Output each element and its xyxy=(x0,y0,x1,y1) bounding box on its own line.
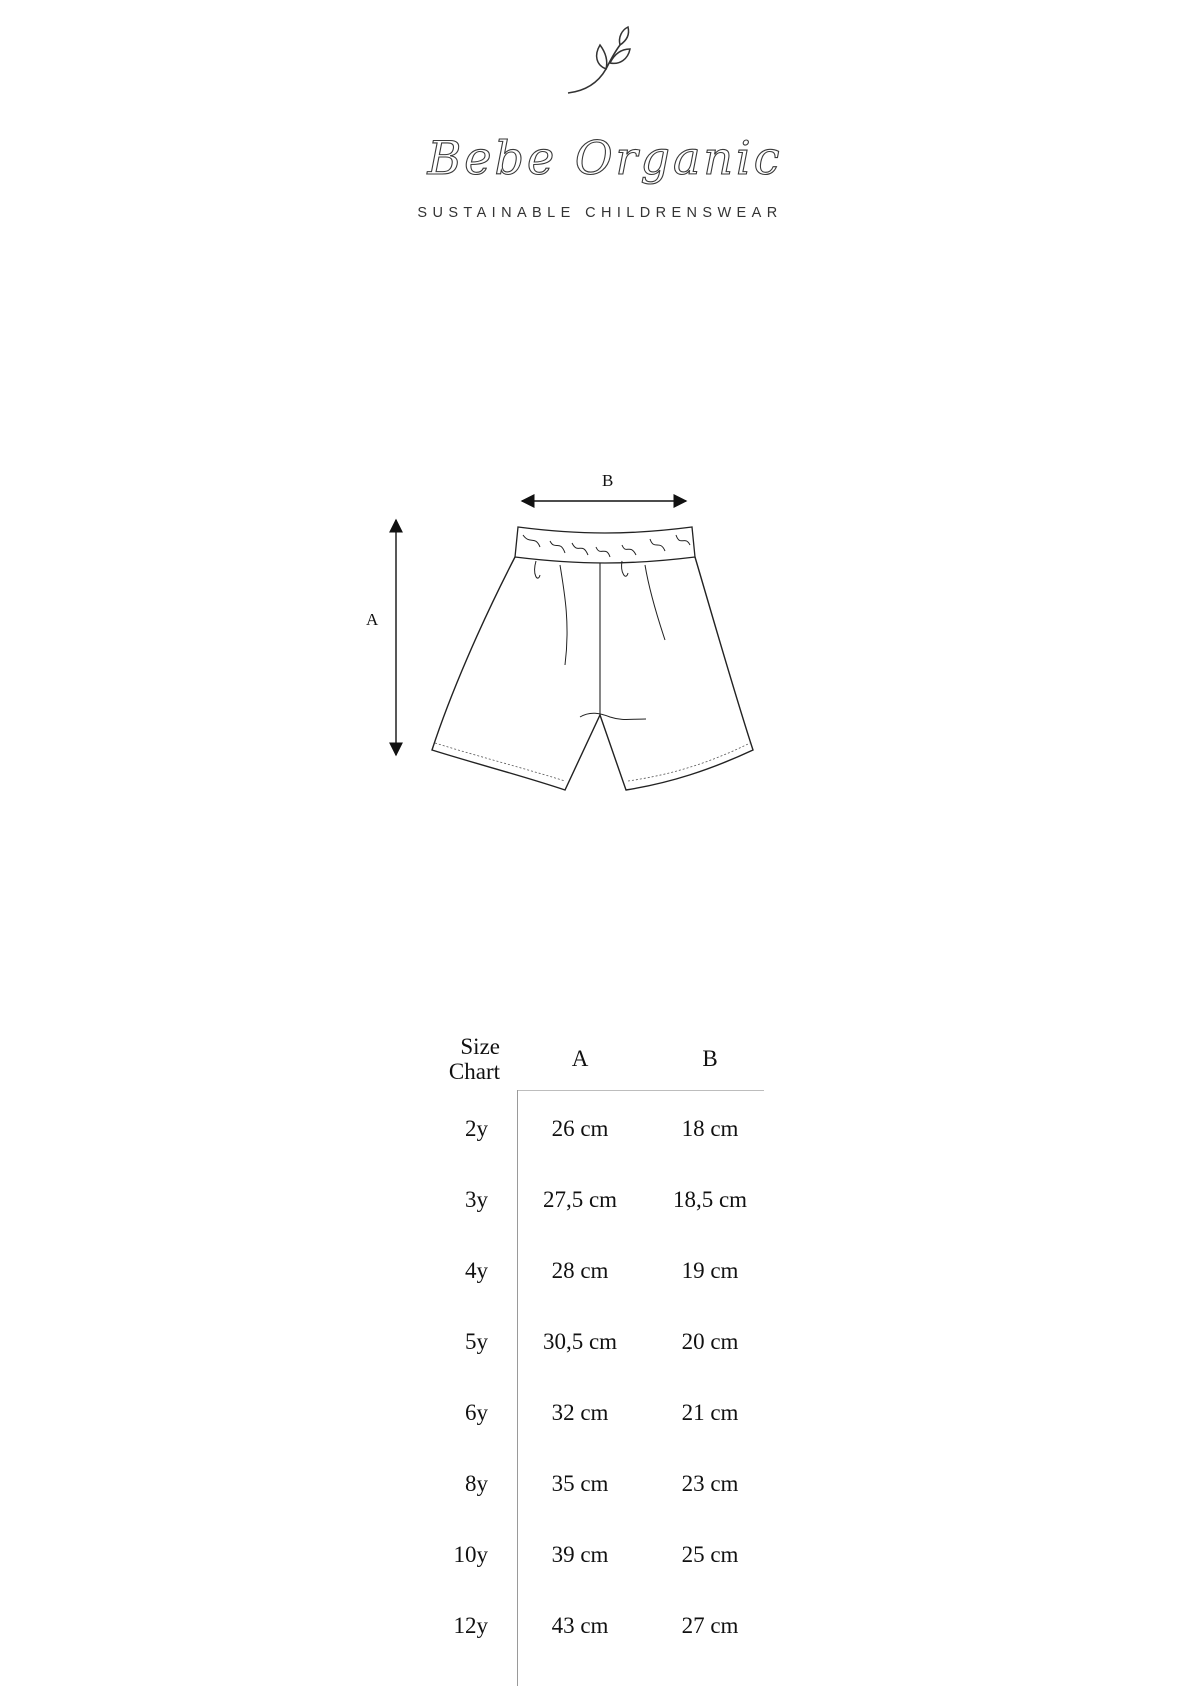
measure-b-cell: 18,5 cm xyxy=(672,1187,748,1212)
measure-a-cell: 30,5 cm xyxy=(542,1329,618,1354)
measure-b-cell: 18 cm xyxy=(681,1116,739,1141)
size-cell: 3y xyxy=(465,1187,488,1212)
measure-a-cell: 32 cm xyxy=(551,1400,609,1425)
measure-a-cell: 39 cm xyxy=(551,1542,609,1567)
size-cell: 8y xyxy=(465,1471,488,1496)
shorts-outline xyxy=(432,557,753,790)
measure-a-cell: 43 cm xyxy=(551,1613,609,1638)
dimension-b-label: B xyxy=(602,471,614,490)
shorts-drawing xyxy=(360,465,810,805)
table-row xyxy=(420,1258,820,1298)
column-header-a: A xyxy=(571,1046,589,1071)
table-row xyxy=(420,1400,820,1440)
table-row xyxy=(420,1613,820,1653)
measure-a-cell: 28 cm xyxy=(551,1258,609,1283)
size-cell: 5y xyxy=(465,1329,488,1354)
size-chart-header xyxy=(420,1034,500,1084)
logo-leaf-icon xyxy=(560,25,650,100)
measure-a-cell: 27,5 cm xyxy=(542,1187,618,1212)
measure-a-cell: 35 cm xyxy=(551,1471,609,1496)
size-cell: 10y xyxy=(453,1542,488,1567)
table-row xyxy=(420,1187,820,1227)
table-row xyxy=(420,1329,820,1369)
size-cell: 12y xyxy=(453,1613,488,1638)
table-row xyxy=(420,1116,820,1156)
size-chart-header-line1: Size xyxy=(460,1034,500,1059)
table-divider-horizontal xyxy=(517,1090,764,1091)
table-row xyxy=(420,1471,820,1511)
waistband xyxy=(515,527,695,563)
measure-b-cell: 27 cm xyxy=(681,1613,739,1638)
size-cell: 2y xyxy=(465,1116,488,1141)
table-divider-vertical xyxy=(517,1090,518,1686)
measure-b-cell: 23 cm xyxy=(681,1471,739,1496)
measure-b-cell: 25 cm xyxy=(681,1542,739,1567)
column-header-b: B xyxy=(702,1046,718,1071)
size-cell: 4y xyxy=(465,1258,488,1283)
size-chart-header-line2: Chart xyxy=(448,1059,500,1084)
brand-tagline: SUSTAINABLE CHILDRENSWEAR xyxy=(417,205,783,221)
measure-a-cell: 26 cm xyxy=(551,1116,609,1141)
table-row xyxy=(420,1542,820,1582)
measure-b-cell: 19 cm xyxy=(681,1258,739,1283)
brand-name: Bebe Organic xyxy=(427,131,783,185)
size-cell: 6y xyxy=(465,1400,488,1425)
measure-b-cell: 21 cm xyxy=(681,1400,739,1425)
brand-wordmark xyxy=(410,116,800,206)
measure-b-cell: 20 cm xyxy=(681,1329,739,1354)
dimension-a-label: A xyxy=(366,610,379,629)
size-chart-table xyxy=(420,1030,820,1670)
